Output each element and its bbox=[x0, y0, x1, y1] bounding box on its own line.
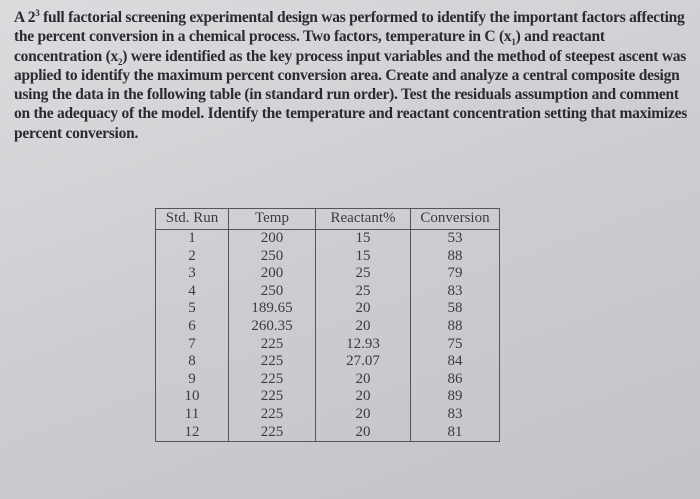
cell-conversion: 84 bbox=[411, 353, 500, 371]
cell-reactant: 15 bbox=[316, 248, 411, 266]
cell-std-run: 8 bbox=[156, 353, 229, 371]
cell-temp: 225 bbox=[229, 336, 316, 354]
problem-text-4: ) were identified as the key process input variables and the method of steepest ascent was applied to identify the maximum percent conversion area. Create and analyze a central composite design using the data in the following table (in standard run order). Test the residuals assumption and comment on the adequacy of the model. Identify the temperature and reactant concentration setting that maximizes percent conversion. bbox=[14, 47, 687, 142]
cell-std-run: 12 bbox=[156, 424, 229, 442]
cell-std-run: 1 bbox=[156, 230, 229, 248]
subscript-x2: 2 bbox=[118, 56, 123, 67]
cell-std-run: 5 bbox=[156, 300, 229, 318]
cell-conversion: 53 bbox=[411, 230, 500, 248]
cell-std-run: 10 bbox=[156, 388, 229, 406]
header-conversion: Conversion bbox=[411, 209, 500, 230]
cell-reactant: 20 bbox=[316, 300, 411, 318]
design-table bbox=[155, 208, 500, 442]
cell-temp: 260.35 bbox=[229, 318, 316, 336]
cell-reactant: 12.93 bbox=[316, 336, 411, 354]
table-body bbox=[156, 230, 500, 442]
cell-reactant: 27.07 bbox=[316, 353, 411, 371]
cell-conversion: 86 bbox=[411, 371, 500, 389]
subscript-x1: 1 bbox=[511, 37, 516, 48]
problem-text-2: full factorial screening experimental design was performed to identify the important factors affecting the percent conversion in a chemical process. Two factors, temperature in C (x bbox=[14, 9, 685, 46]
header-reactant: Reactant% bbox=[316, 209, 411, 230]
cell-reactant: 20 bbox=[316, 371, 411, 389]
cell-std-run: 6 bbox=[156, 318, 229, 336]
cell-reactant: 20 bbox=[316, 318, 411, 336]
problem-statement bbox=[14, 8, 690, 143]
cell-reactant: 25 bbox=[316, 283, 411, 301]
cell-reactant: 25 bbox=[316, 265, 411, 283]
cell-temp: 250 bbox=[229, 283, 316, 301]
cell-temp: 225 bbox=[229, 424, 316, 442]
cell-conversion: 88 bbox=[411, 248, 500, 266]
table-row bbox=[156, 406, 500, 424]
cell-temp: 225 bbox=[229, 406, 316, 424]
cell-temp: 189.65 bbox=[229, 300, 316, 318]
cell-conversion: 83 bbox=[411, 406, 500, 424]
cell-conversion: 79 bbox=[411, 265, 500, 283]
cell-temp: 225 bbox=[229, 388, 316, 406]
table-row bbox=[156, 388, 500, 406]
cell-std-run: 7 bbox=[156, 336, 229, 354]
cell-temp: 200 bbox=[229, 230, 316, 248]
table-row bbox=[156, 300, 500, 318]
table-row bbox=[156, 283, 500, 301]
cell-conversion: 88 bbox=[411, 318, 500, 336]
table-row bbox=[156, 265, 500, 283]
cell-temp: 250 bbox=[229, 248, 316, 266]
cell-conversion: 81 bbox=[411, 424, 500, 442]
table-row bbox=[156, 336, 500, 354]
cell-temp: 225 bbox=[229, 353, 316, 371]
cell-conversion: 83 bbox=[411, 283, 500, 301]
table-row bbox=[156, 230, 500, 248]
table-header-row bbox=[156, 209, 500, 230]
cell-reactant: 15 bbox=[316, 230, 411, 248]
problem-text-3: ) and reactant concentration (x bbox=[14, 28, 605, 65]
table-row bbox=[156, 318, 500, 336]
table-row bbox=[156, 248, 500, 266]
cell-std-run: 3 bbox=[156, 265, 229, 283]
cell-std-run: 4 bbox=[156, 283, 229, 301]
exponent: 3 bbox=[35, 7, 40, 18]
header-std-run: Std. Run bbox=[156, 209, 229, 230]
table-row bbox=[156, 371, 500, 389]
cell-temp: 225 bbox=[229, 371, 316, 389]
cell-conversion: 58 bbox=[411, 300, 500, 318]
problem-text-1: A 2 bbox=[14, 9, 36, 26]
cell-std-run: 2 bbox=[156, 248, 229, 266]
cell-reactant: 20 bbox=[316, 388, 411, 406]
table-row bbox=[156, 424, 500, 442]
cell-temp: 200 bbox=[229, 265, 316, 283]
cell-conversion: 75 bbox=[411, 336, 500, 354]
cell-std-run: 11 bbox=[156, 406, 229, 424]
cell-conversion: 89 bbox=[411, 388, 500, 406]
cell-std-run: 9 bbox=[156, 371, 229, 389]
cell-reactant: 20 bbox=[316, 424, 411, 442]
cell-reactant: 20 bbox=[316, 406, 411, 424]
header-temp: Temp bbox=[229, 209, 316, 230]
table-row bbox=[156, 353, 500, 371]
